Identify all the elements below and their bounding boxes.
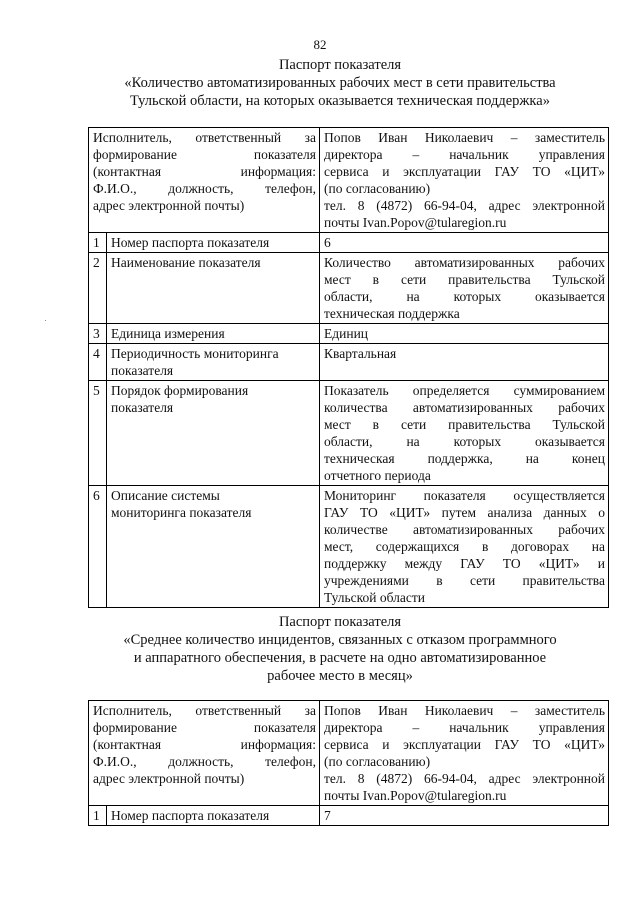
row-label: Наименование показателя [107,253,320,324]
row-label: Единица измерения [107,324,320,344]
passport-title-line: «Количество автоматизированных рабочих мест в сети правительства [124,75,556,91]
row-number: 3 [89,324,107,344]
row-value: 6 [320,233,609,253]
row-value: 7 [320,806,609,826]
executor-value: Попов Иван Николаевич – заместитель директора – начальник управления сервиса и эксплуатации ГАУ ТО «ЦИТ» (по согласованию) тел. 8 (4872) 66-94-04, адрес электронной почты Ivan.Popov@tularegion.ru [320,701,609,806]
row-number: 1 [89,233,107,253]
table-row [89,233,609,253]
row-value: Квартальная [320,344,609,381]
row-value: Показатель определяется суммированием количества автоматизированных рабочих мест в сети правительства Тульской области, на которых оказывается техническая поддержка, на конец отчетного периода [320,381,609,486]
passport-1-table [88,127,609,608]
row-label: Периодичность мониторинга показателя [107,344,320,381]
executor-label: Исполнитель, ответственный за формирование показателя (контактная информация: Ф.И.О., должность, телефон, адрес электронной почты) [89,128,320,233]
passport-title-line: Тульской области, на которых оказывается техническая поддержка» [130,93,550,109]
row-number: 4 [89,344,107,381]
executor-label: Исполнитель, ответственный за формирование показателя (контактная информация: Ф.И.О., должность, телефон, адрес электронной почты) [89,701,320,806]
table-row [89,324,609,344]
passport-title-line: «Среднее количество инцидентов, связанных с отказом программного [123,632,557,648]
row-number: 5 [89,381,107,486]
table-row [89,806,609,826]
passport-heading: Паспорт показателя [278,57,402,73]
passport-1-title [60,56,620,110]
scan-speck [45,320,46,321]
row-value: Единиц [320,324,609,344]
row-value: Мониторинг показателя осуществляется ГАУ ТО «ЦИТ» путем анализа данных о количестве автоматизированных рабочих мест, содержащихся в договорах на поддержку между ГАУ ТО «ЦИТ» и учреждениями в сети правительства Тульской области [320,486,609,608]
passport-title-line: рабочее место в месяц» [267,668,413,684]
row-label: Порядок формирования показателя [107,381,320,486]
row-label: Номер паспорта показателя [107,806,320,826]
row-number: 2 [89,253,107,324]
passport-2-table [88,700,609,826]
row-number: 6 [89,486,107,608]
row-value: Количество автоматизированных рабочих мест в сети правительства Тульской области, на которых оказывается техническая поддержка [320,253,609,324]
table-row [89,381,609,486]
row-label: Описание системы мониторинга показателя [107,486,320,608]
table-row [89,344,609,381]
executor-row [89,128,609,233]
table-row [89,253,609,324]
passport-title-line: и аппаратного обеспечения, в расчете на одно автоматизированное [133,650,547,666]
row-label: Номер паспорта показателя [107,233,320,253]
table-row [89,486,609,608]
row-number: 1 [89,806,107,826]
passport-heading: Паспорт показателя [278,614,402,630]
executor-row [89,701,609,806]
passport-2-title [60,613,620,685]
page-number: 82 [313,37,327,52]
executor-value: Попов Иван Николаевич – заместитель директора – начальник управления сервиса и эксплуатации ГАУ ТО «ЦИТ» (по согласованию) тел. 8 (4872) 66-94-04, адрес электронной почты Ivan.Popov@tularegion.ru [320,128,609,233]
